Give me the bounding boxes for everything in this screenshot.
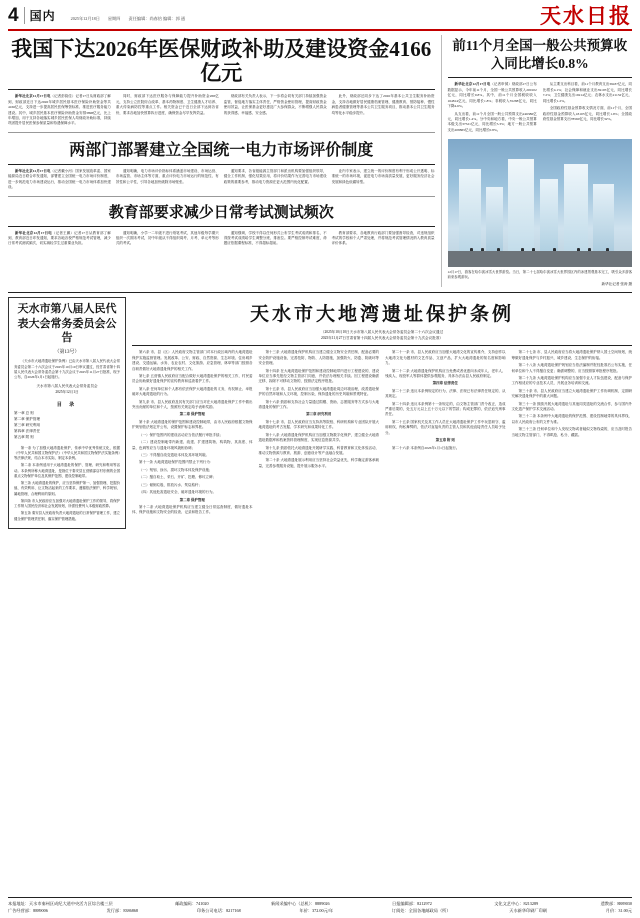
photo-caption: 12月17日，游客在哈尔滨冰雪大世界游览。当日，第二十七届哈尔滨冰雪大世界园区内的冰建景观基本完工，吸引众多游客前来参观游玩。	[447, 270, 632, 280]
ice-tower-2	[486, 187, 503, 254]
notice-article: 第五条 秦安县人民政府负责大地湾遗址的日常保护管理工作，建立健全保护管理责任制，落实保护管理措施。	[14, 511, 120, 521]
regulation-article: 第八条 任何单位和个人都有依法保护大地湾遗址的义务，有权制止、举报破坏大地湾遗址的行为。	[132, 386, 253, 397]
regulation-article: 第十三条 大地湾遗址保护机构应当建立健全文物安全责任制，配备必要的安全防护设施设备，完善技防、物防、人防措施，加强防火、防盗、防破坏等安全管理。	[258, 350, 379, 366]
toc-list	[14, 411, 120, 441]
section-name: 国内	[29, 9, 56, 23]
story1-source: 新华社北京12月17日电	[15, 94, 51, 99]
regulation-col-4	[512, 350, 633, 518]
regulation-article: （二）擅自取土、采石、开矿、挖塘、修坟立碑；	[139, 475, 216, 480]
right-news-block	[441, 35, 632, 287]
regulation-article: 第十四条 在大地湾遗址保护范围和建设控制地带内进行工程建设的，建设单位应当事先报经文物主管部门同意，并依法办理相关手续。因工程建设确需迁移、拆除不可移动文物的，按照法定程序报批。	[258, 368, 379, 384]
story1-tag: （记者彭韵佳）	[50, 94, 76, 99]
footer-postcode: 邮政编码：741020	[175, 901, 209, 907]
notice-articles	[14, 446, 120, 522]
footer-legacy-phone: 遗教部：8889030	[600, 901, 632, 907]
regulation-article: 第二十四条 违反本条例第十一条规定的，由文物主管部门责令改正，造成严重后果的，处五万元以上五十万元以下的罚款；构成犯罪的，依法追究刑事责任。	[385, 401, 506, 417]
regulation-article: （一）刻划、涂污、损坏文物本体及保护设施；	[139, 467, 213, 472]
regulation-article: 第十一条 大地湾遗址保护范围内禁止下列行为：	[139, 460, 214, 465]
story1-text-1: 记者17日从财政部了解到，财政部近日下达2026年城乡居民基本医疗保险补助资金等共4166亿元，支持进一步提高居民医保筹资标准、推进医疗服务能力建设。其中，城乡居民基本医疗保险补助资金安排3898亿元，比上年增加，用于支持各地落实城乡居民医保人均财政补助标准，持续巩固提升居民医保参保质量和待遇保障水平。	[8, 94, 111, 126]
notice-date: 2025年12月1日	[55, 390, 79, 395]
footer-printer: 天水新华印刷厂印刷	[509, 907, 547, 913]
regulation-subtitle-line1: （2025年10月10日天水市第八届人民代表大会常务委员会第二十六次会议通过	[320, 330, 444, 335]
regulation-article: 第二十七条 市、县人民政府应当将大地湾遗址保护纳入国土空间规划，统筹做好遗址保护与乡村振兴、城乡建设、生态保护的衔接。	[511, 350, 632, 360]
footer-newsroom-phone: 新闻采编中心（总机）：8889026	[271, 901, 330, 907]
notice-issuer: 天水市第八届人民代表大会常务委员会	[36, 384, 98, 389]
right-story-columns	[448, 82, 632, 135]
footer-culture-phone: 文化文艺中心：8213289	[494, 901, 539, 907]
footer-address: 本报地址：天水市秦州区成纪大道中央活力区综合楼三层	[8, 901, 113, 907]
right-text-1: 财政部17日公布数据显示，今年前11个月，全国一般公共预算收入200102亿元，同比增长0.8%。其中，前11个月全国税收收入164814亿元，同比增长1.8%；非税收入35288亿元，同比下降4.6%。	[447, 82, 537, 109]
toc-title: 目 录	[56, 402, 78, 408]
regulation-subtitle-line2: 2025年11月27日甘肃省第十四届人民代表大会常务委员会第十九次会议批准）	[320, 335, 444, 340]
notice-title: 天水市第八届人民代表大会常务委员会公告	[17, 303, 117, 345]
page-number: 4	[8, 5, 19, 26]
footer-line-2	[8, 908, 632, 914]
story3-text-3: 通知强调，学校不得以任何形式公布学生考试成绩和排名，不得按考试成绩给学生调整分班、排座位。要严格控制考试难度，命题应依据课程标准，不得超标超前。	[223, 230, 327, 246]
regulation-article: 第十八条 大地湾遗址保护机构应当加强文物数字化保护，建立健全大地湾遗址数据库和档案资料管理制度，实现信息资源共享。	[258, 432, 379, 443]
footer-year-price: 年价：372.00元/年	[299, 907, 334, 913]
regulation-article: 第十条 大地湾遗址的保护范围和建设控制地带，由市人民政府根据文物保护规划依法划定并公布，设置保护标志和界桩。	[132, 419, 253, 430]
right-col-1	[448, 82, 537, 135]
regulation-columns	[132, 350, 632, 518]
masthead	[8, 6, 632, 31]
left-news-block	[8, 35, 435, 287]
toc-item: 第三章 研究利用	[14, 422, 41, 427]
regulation-article: 第二十六条 本条例自2026年1月1日起施行。	[392, 445, 460, 450]
issue-weekday: 星期四	[107, 16, 121, 21]
story2-source: 新华社北京12月17日电	[15, 168, 51, 173]
story3-text-4: 教育部要求，各地教育行政部门要加强督导检查，对违规组织考试的学校和个人严肃处理，并将规范考试管理情况纳入教育质量评价体系。	[331, 230, 435, 246]
toc-item: 第二章 保护管理	[14, 416, 41, 421]
headline-power-market: 两部门部署建立全国统一电力市场评价制度	[69, 141, 374, 159]
story1-bottom-rule	[8, 132, 435, 133]
story1-text-4: 此外，财政部还同步下达了2026年基本公共卫生服务补助资金，支持各地做好居民健康档案管理、健康教育、预防接种、慢性病患者健康管理等基本公共卫生服务项目，推动基本公共卫生服务均等化水平稳步提升。	[331, 94, 435, 115]
regulation-article: 第二十条 大地湾遗址展示利用应当坚持社会效益优先，科学确定游客承载量，完善参观服务设施，提升展示服务水平。	[258, 458, 379, 468]
bottom-zone	[8, 292, 632, 529]
story2-col-4	[332, 169, 435, 193]
story2-columns	[8, 169, 435, 193]
masthead-right	[540, 6, 632, 27]
regulation-chapter-heading: 第四章 法律责任	[432, 381, 458, 386]
notice-article: 第四条 市人民政府应当加强对大地湾遗址保护工作的领导，将保护工作纳入国民经济和社会发展规划，所需经费列入本级财政预算。	[14, 498, 120, 509]
story2-text-1: 国家发展改革委、国家能源局近日联合印发通知，部署建立全国统一电力市场评价制度，进一步规范电力市场建设运行，推动全国统一电力市场体系加快建设。	[8, 168, 111, 190]
regulation-article: 第九条 市、县人民政府及其有关部门应当对在大地湾遗址保护工作中做出突出贡献的单位和个人，按照有关规定给予表彰奖励。	[132, 399, 253, 410]
ice-tower-4	[540, 179, 558, 253]
photo-ground	[448, 251, 632, 267]
toc-item: 第一章 总 则	[14, 410, 34, 415]
regulation-col-1	[132, 350, 253, 518]
top-zone	[8, 35, 632, 287]
story1-col-4	[332, 94, 435, 129]
editor-line: 责任编辑：尚春怡 编辑：郭 通	[128, 16, 186, 21]
regulation-article: 第三十二条 本条例中大地湾遗址的保护范围、建设控制地带的具体界线，以市人民政府公布的文件为准。	[511, 414, 632, 424]
story3-text-2: 通知明确，小学一二年级不进行纸笔考试，其他年级每学期只组织一次期末考试，初中年级从不得组织周考、月考、单元考等形式的考试。	[115, 230, 219, 246]
notice-article: 第二条 本条例适用于大地湾遗址的保护、管理、研究和利用等活动。本条例所称大地湾遗址，是指位于秦安县五营镇邵店村东侧的全国重点文物保护单位及其保护范围、建设控制地带。	[14, 463, 120, 478]
regulation-article: 第十九条 鼓励依托大地湾遗址开展研学实践、科普教育和文化体验活动，推动文物资源与教育、旅游、创意设计等产业融合发展。	[258, 445, 379, 455]
story3-col-1	[8, 231, 111, 249]
footer-distribution-phone: 发行部：8386868	[106, 907, 138, 913]
regulation-col-3	[385, 350, 506, 518]
footer-editorial-phone: 日报编辑部：8212972	[392, 901, 432, 907]
story2-col-2	[116, 169, 219, 193]
regulation-article: 第六条 市、县（区）人民政府文物主管部门对本行政区域内的大地湾遗址保护实施监督管理。发展改革、公安、财政、自然资源、生态环境、住房城乡建设、交通运输、水务、农业农村、文化旅游、应急管理、林草等部门按照各自职责做好大地湾遗址保护的相关工作。	[132, 350, 253, 371]
story2-col-1	[8, 169, 111, 193]
masthead-divider	[24, 7, 25, 24]
headline-rule	[8, 89, 435, 90]
masthead-meta	[71, 9, 185, 22]
notice-number: （第13号）	[54, 350, 80, 356]
right-text-2: 从支出看，前11个月全国一般公共预算支出246386亿元，同比增长1.4%。分中央和地方看，中央一般公共预算本级支出37521亿元，同比增长5.3%；地方一般公共预算支出208865亿元，同比增长0.8%。	[447, 111, 537, 132]
ice-tower-6	[593, 184, 613, 253]
story2-tag: （记者戴小河）	[50, 168, 76, 173]
story1-col-2	[116, 94, 219, 129]
notice-paragraph: 《天水市大地湾遗址保护条例》已由天水市第八届人民代表大会常务委员会第二十六次会议于2025年10月10日审议通过，经甘肃省第十四届人民代表大会常务委员会第十九次会议于2025年11月27日批准，现予公布，自2026年1月1日起施行。	[14, 359, 120, 380]
story3-columns	[8, 231, 435, 249]
regulation-block	[132, 297, 632, 529]
headline-exam-frequency: 教育部要求减少日常考试测试频次	[108, 204, 334, 221]
story1-col-1	[8, 94, 111, 129]
regulation-article: 第三十一条 鼓励开展大地湾遗址与其他同类遗址的交流合作，参与国内外文化遗产保护学术交流活动。	[511, 401, 632, 412]
story2-text-3: 通知要求，各省级能源主管部门和派出机构要加强组织领导，健全工作机制，强化结果应用，将评价结果作为完善电力市场建设政策的重要参考，推动电力资源在更大范围内优化配置。	[223, 168, 327, 184]
story2-text-2: 通知明确，电力市场评价指标体系涵盖市场建设、市场运营、市场监管、市场主体等方面，重点评价电力市场运行的规范性、有效性和公平性，引导各地加快破除市场壁垒。	[115, 168, 219, 184]
headline-medical-insurance: 我国下达2026年医保财政补助及建设资金4166亿元	[11, 37, 432, 86]
right-source: 新华社北京12月17日电	[454, 82, 491, 87]
toc-item: 第五章 附 则	[14, 434, 34, 439]
story3-col-4	[332, 231, 435, 249]
regulation-article: 第二十九条 大地湾遗址保护机构应当加强专业人才队伍建设，配备与保护工作相适应的专业技术人员，开展业务培训和交流。	[511, 375, 632, 386]
footer-subscription: 订阅处：全国各地邮政局（所）	[391, 907, 451, 913]
footer-ads-phone: 广告经营部：8889006	[8, 907, 48, 913]
story1-text-3: 财政部有关负责人表示，下一步将会同有关部门持续加强资金监管，督促地方落实主体责任，严格资金使用管理，提高财政资金使用效益，让医保基金更好惠及广大参保群众，不断增强人民群众的获得感、幸福感、安全感。	[223, 94, 327, 115]
regulation-article: 第二十一条 市、县人民政府应当加强大地湾文化的宣传推介，支持创作以大地湾文化为题材的文艺作品、文创产品，扩大大地湾遗址的知名度和影响力。	[385, 350, 506, 366]
headline-budget-revenue: 前11个月全国一般公共预算收入同比增长0.8%	[452, 38, 628, 72]
regulation-chapter-heading: 第三章 研究利用	[306, 412, 332, 417]
photo-credit: 新华社记者 张涛 摄	[601, 282, 632, 287]
regulation-title: 天水市大地湾遗址保护条例	[249, 304, 514, 326]
regulation-article: （三）不得擅自改变遗址本体及其环境风貌。	[139, 452, 209, 457]
story1-columns	[8, 94, 435, 129]
right-col-2	[543, 82, 632, 135]
regulation-article: 第三十条 市、县人民政府应当建立大地湾遗址保护工作协调机制，定期研究解决遗址保护中的重大问题。	[511, 388, 632, 399]
story3-col-2	[116, 231, 219, 249]
notice-body	[14, 359, 120, 380]
regulation-article: 第三十三条 任何单位和个人发现文物或者疑似文物线索的，应当及时报告当地文物主管部门，不得哄抢、私分、藏匿。	[511, 427, 632, 437]
right-text-3: 从主要支出科目看，前11个月教育支出39437亿元，同比增长4.1%；社会保障和就业支出39105亿元，同比增长7.2%；卫生健康支出19214亿元；农林水支出21132亿元，同比增长1.2%。	[542, 82, 633, 103]
story2-text-4: 业内专家表示，建立统一的评价制度有利于形成公开透明、标准统一的市场环境，促进电力市场高质量发展，更好服务经济社会发展和绿色低碳转型。	[331, 168, 435, 184]
regulation-subtitle	[132, 330, 632, 341]
regulation-article: 第二十五条 国家机关及其工作人员在大地湾遗址保护工作中玩忽职守、滥用职权、徇私舞弊的，依法对直接负责的主管人员和其他直接责任人员给予处分。	[385, 419, 506, 435]
regulation-article: （四）其他危害遗址安全、破坏遗址环境的行为。	[139, 490, 216, 495]
regulation-article: 第二十三条 违反本条例规定的行为，法律、法规已有法律责任规定的，从其规定。	[385, 388, 506, 399]
page-footer	[8, 897, 632, 914]
ice-tower-5	[564, 164, 588, 254]
ice-tower-3	[508, 159, 534, 254]
regulation-article: 第十六条 鼓励和支持社会力量通过捐赠、资助、志愿服务等方式参与大地湾遗址的保护工作。	[258, 399, 379, 410]
regulation-article: 第二十二条 大地湾遗址保护机构应当免费或者优惠向未成年人、老年人、残疾人、现役军人等群体提供参观服务，具体办法由县人民政府制定。	[385, 368, 506, 378]
regulation-rule	[132, 345, 632, 346]
regulation-chapter-heading: 第二章 保护管理	[179, 497, 205, 502]
footer-print-phone: 印务公司电话：8217168	[196, 907, 241, 913]
story2-bottom-rule	[8, 196, 435, 197]
ice-tower-1	[459, 169, 481, 253]
right-text-4: 全国政府性基金预算收支情况方面，前11个月，全国政府性基金预算收入43103亿元，同比增长1.9%；全国政府性基金预算支出78560亿元，同比增长32%。	[542, 106, 633, 121]
regulation-article: 第二十八条 大地湾遗址保护规划应当依法编制并报经批准后公布实施，任何单位和个人不得擅自变更；确需调整的，应当按照原审批程序报批。	[511, 363, 632, 373]
story2-col-3	[224, 169, 327, 193]
story3-tag: （记者王鹏）	[51, 230, 75, 235]
regulation-article: 第七条 五营镇人民政府应当配合做好大地湾遗址保护的相关工作，村民委员会协助做好遗址保护的宣传教育和巡查看护工作。	[132, 373, 253, 384]
regulation-chapter-heading: 第二章 保护管理	[179, 412, 205, 417]
toc-item: 第四章 法律责任	[14, 428, 41, 433]
story3-text-1: 记者17日从教育部了解到，教育部近日印发通知，要求各地各校严格规范考试管理，减少日常考试测试频次，切实减轻学生过重课业负担。	[8, 230, 111, 246]
footer-month-price: 月价：31.00元	[605, 907, 632, 913]
ice-festival-photo	[448, 139, 632, 267]
regulation-col-2	[259, 350, 380, 518]
regulation-article: 第十二条 大地湾遗址保护机构应当建立健全日常巡查制度，做好遗址本体、保护设施和文物安全的检查、记录和报告工作。	[132, 504, 253, 515]
issue-date: 2025年12月18日	[70, 16, 100, 21]
regulation-chapter-heading: 第五章 附 则	[435, 438, 455, 443]
paper-title: 天水日报	[540, 4, 632, 28]
story3-source: 新华社北京12月17日电	[15, 230, 52, 235]
story1-text-2: 同时，财政部下达医疗服务与保障能力提升补助资金268亿元，支持公立医院综合改革、基本药物制度、卫生健康人才培养、重大传染病防控等重点工作。相关资金已于近日全部下达到各省份，要求各地加快预算执行进度，确保资金尽早发挥效益。	[115, 94, 219, 115]
masthead-left	[8, 6, 185, 25]
notice-article: 第一条 为了加强大地湾遗址保护，传承中华优秀传统文化，根据《中华人民共和国文物保护法》《中华人民共和国文物保护法实施条例》等法律法规，结合本市实际，制定本条例。	[14, 445, 120, 461]
regulation-article: （一）保护范围内的建设活动应当依法履行审批手续；	[139, 432, 223, 437]
headline2-rule	[8, 164, 435, 165]
right-headline-rule	[448, 77, 632, 78]
council-notice	[8, 297, 126, 529]
notice-article: 第三条 大地湾遗址的保护，应当坚持保护第一、加强管理、挖掘价值、有效利用、让文物活起来的工作要求，遵循依法保护、科学规划、属地管理、合理利用的原则。	[14, 481, 120, 496]
notice-signature	[14, 384, 120, 396]
right-tag: （记者申铖）	[490, 82, 512, 87]
regulation-article: （二）建设控制地带内新建、改建、扩建建筑物、构筑物，其高度、体量、色调等应当与遗址环境风貌相协调；	[132, 440, 253, 450]
regulation-article: 第十七条 市、县人民政府应当支持高等院校、科研机构和专业团队开展大地湾遗址的考古发掘、学术研究和成果转化工作。	[258, 419, 379, 430]
regulation-article: （三）倾倒垃圾、排放污水、焚烧秸秆；	[139, 482, 202, 487]
story1-col-3	[224, 94, 327, 129]
regulation-article: 第十五条 市、县人民政府应当加强大地湾遗址周边环境治理，改善遗址保护的自然环境和人文环境，控制污染，保持遗址的历史风貌和景观特征。	[258, 386, 379, 397]
headline3-rule	[8, 226, 435, 227]
story3-col-3	[224, 231, 327, 249]
